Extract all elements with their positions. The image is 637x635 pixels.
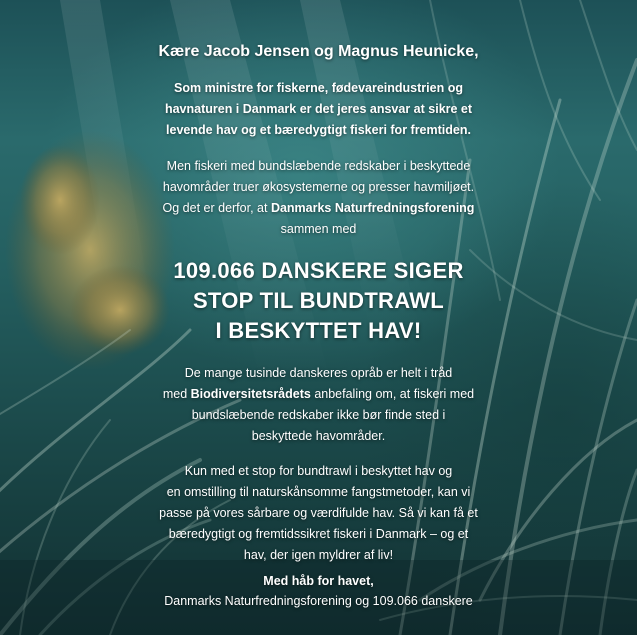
council-line-prefix: med bbox=[162, 387, 191, 401]
council-line-suffix: anbefaling om, at fiskeri med bbox=[310, 387, 475, 401]
threat-line: sammen med bbox=[280, 222, 357, 236]
headline-line: STOP TIL BUNDTRAWL bbox=[192, 288, 445, 313]
threat-line: havområder truer økosystemerne og presser havmiljøet. bbox=[162, 180, 475, 194]
closing-phrase: Med håb for havet, bbox=[263, 574, 374, 588]
intro-paragraph bbox=[0, 78, 637, 141]
threat-line: Men fiskeri med bundslæbende redskaber i beskyttede bbox=[166, 159, 471, 173]
stop-line: bæredygtigt og fremtidssikret fiskeri i Danmark – og et bbox=[168, 527, 469, 541]
threat-line-with-org bbox=[0, 198, 637, 219]
intro-line: Som ministre for fiskerne, fødevareindustrien og bbox=[174, 81, 463, 95]
campaign-headline bbox=[0, 256, 637, 346]
council-name: Biodiversitetsrådets bbox=[190, 387, 311, 401]
organization-name: Danmarks Naturfredningsforening bbox=[270, 201, 475, 215]
intro-line: havnaturen i Danmark er det jeres ansvar at sikre et bbox=[164, 102, 473, 116]
headline-line: I BESKYTTET HAV! bbox=[215, 318, 422, 343]
signature: Danmarks Naturfredningsforening og 109.066 danskere bbox=[164, 594, 473, 608]
threat-line-prefix: Og det er derfor, at bbox=[162, 201, 271, 215]
intro-line: levende hav og et bæredygtigt fiskeri for fremtiden. bbox=[166, 123, 471, 137]
council-line: bundslæbende redskaber ikke bør finde sted i bbox=[191, 408, 446, 422]
stop-line: en omstilling til naturskånsomme fangstmetoder, kan vi bbox=[166, 485, 471, 499]
council-line: beskyttede havområder. bbox=[251, 429, 386, 443]
council-line-with-name bbox=[0, 384, 637, 405]
council-paragraph bbox=[0, 363, 637, 447]
stop-line: passe på vores sårbare og værdifulde hav. Så vi kan få et bbox=[159, 506, 478, 520]
stop-line: Kun med et stop for bundtrawl i beskyttet hav og bbox=[184, 464, 453, 478]
stop-trawl-paragraph bbox=[0, 461, 637, 566]
stop-line: hav, der igen myldrer af liv! bbox=[243, 548, 394, 562]
letter-greeting: Kære Jacob Jensen og Magnus Heunicke, bbox=[158, 43, 479, 60]
council-line: De mange tusinde danskeres opråb er helt i tråd bbox=[184, 366, 453, 380]
threat-paragraph bbox=[0, 156, 637, 240]
headline-line: 109.066 DANSKERE SIGER bbox=[173, 258, 464, 283]
letter-sign-off bbox=[0, 571, 637, 611]
